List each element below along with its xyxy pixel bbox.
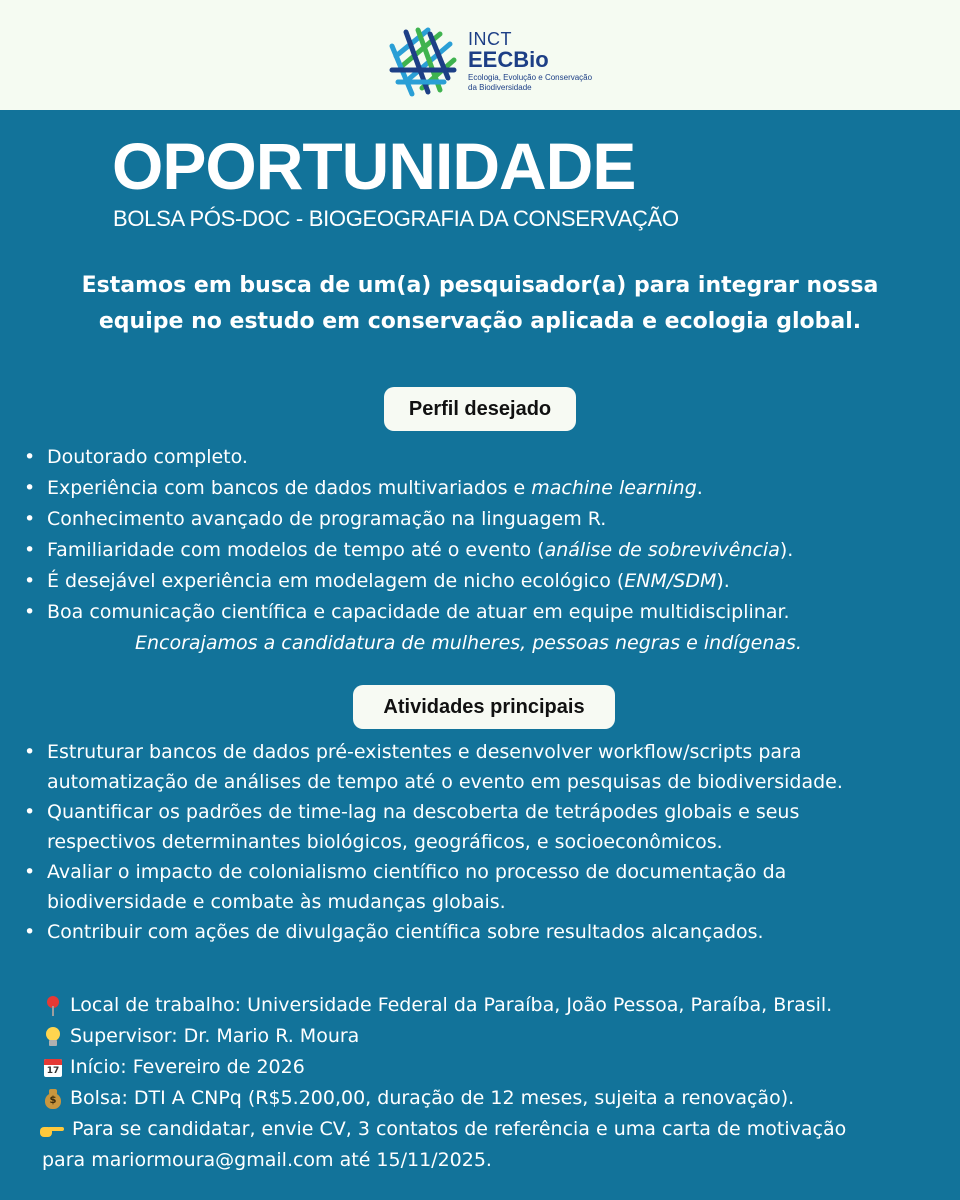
atividade-item-line: biodiversidade e combate às mudanças globais. (47, 891, 506, 913)
pointing-hand-icon (40, 1119, 68, 1141)
logo (388, 26, 628, 102)
perfil-list (18, 442, 948, 628)
perfil-item-text: É desejável experiência em modelagem de nicho ecológico ( (47, 570, 625, 592)
perfil-item-emphasis: ENM/SDM (624, 570, 717, 592)
atividade-item (18, 797, 948, 857)
info-supervisor-text: Supervisor: Dr. Mario R. Moura (70, 1025, 360, 1047)
intro-text (40, 268, 920, 340)
page-title: OPORTUNIDADE (112, 129, 636, 203)
perfil-item (18, 473, 948, 504)
atividade-item (18, 737, 948, 797)
round-pushpin-icon (42, 995, 64, 1017)
perfil-item-text: Experiência com bancos de dados multivariados e (47, 477, 532, 499)
perfil-item-text: Boa comunicação científica e capacidade de atuar em equipe multidisciplinar. (47, 601, 790, 623)
page-subtitle: BOLSA PÓS-DOC - BIOGEOGRAFIA DA CONSERVAÇÃO (113, 206, 679, 231)
atividade-item-line: • Contribuir com ações de divulgação científica sobre resultados alcançados. (47, 921, 764, 943)
atividade-item-line: respectivos determinantes biológicos, geográficos, e socioeconômicos. (47, 831, 723, 853)
atividade-item (18, 857, 948, 917)
perfil-item (18, 442, 948, 473)
perfil-item-text: Familiaridade com modelos de tempo até o evento ( (47, 539, 545, 561)
section-heading-atividades: Atividades principais (353, 685, 615, 729)
logo-subtitle-line2: da Biodiversidade (468, 83, 532, 92)
logo-mark-icon (388, 26, 458, 98)
info-inicio (42, 1052, 942, 1083)
intro-line-1: Estamos em busca de um(a) pesquisador(a) para integrar nossa (81, 273, 879, 298)
perfil-item-text: Doutorado completo. (47, 446, 248, 468)
info-inicio-text: Início: Fevereiro de 2026 (70, 1056, 305, 1078)
calendar-day: 17 (46, 1065, 60, 1076)
atividade-item-line: • Avaliar o impacto de colonialismo científico no processo de documentação da (47, 861, 787, 883)
perfil-item (18, 597, 948, 628)
atividade-item-line: • Estruturar bancos de dados pré-existentes e desenvolver workflow/scripts para (47, 741, 802, 763)
logo-ecbio: EECBio (468, 47, 549, 72)
logo-text (468, 30, 592, 93)
perfil-item-text-end: ). (779, 539, 794, 561)
header-bar (0, 0, 960, 110)
info-supervisor (42, 1021, 942, 1052)
perfil-item-text-end: . (696, 477, 703, 499)
perfil-item (18, 504, 948, 535)
perfil-item-emphasis: análise de sobrevivência (544, 539, 780, 561)
logo-subtitle-line1: Ecologia, Evolução e Conservação (468, 73, 593, 82)
perfil-item-text-end: ). (716, 570, 730, 592)
money-bag-icon: $ (42, 1088, 64, 1110)
light-bulb-icon (42, 1026, 64, 1048)
info-bolsa-text: Bolsa: DTI A CNPq (R$5.200,00, duração de 12 meses, sujeita a renovação). (70, 1087, 795, 1109)
info-candidatar-text: Para se candidatar, envie CV, 3 contatos de referência e uma carta de motivação (72, 1118, 847, 1140)
calendar-icon (42, 1057, 64, 1079)
info-candidatar (40, 1114, 942, 1145)
info-local-text: Local de trabalho: Universidade Federal da Paraíba, João Pessoa, Paraíba, Brasil. (70, 994, 833, 1016)
logo-inct: INCT (468, 29, 512, 49)
atividades-list (18, 737, 948, 947)
info-block (42, 990, 942, 1176)
encouragement-note: Encorajamos a candidatura de mulheres, pessoas negras e indígenas. (135, 632, 802, 654)
perfil-item-text: Conhecimento avançado de programação na linguagem R. (47, 508, 607, 530)
atividade-item (18, 917, 948, 947)
info-local (42, 990, 942, 1021)
perfil-item-emphasis: machine learning (531, 477, 697, 499)
section-heading-perfil: Perfil desejado (384, 387, 576, 431)
info-candidatar-line2: para mariormoura@gmail.com até 15/11/2025. (42, 1149, 492, 1171)
perfil-item (18, 535, 948, 566)
intro-line-2: equipe no estudo em conservação aplicada e ecologia global. (98, 309, 862, 334)
atividade-item-line: automatização de análises de tempo até o evento em pesquisas de biodiversidade. (47, 771, 843, 793)
atividade-item-line: • Quantificar os padrões de time-lag na descoberta de tetrápodes globais e seus (47, 801, 800, 823)
info-bolsa (42, 1083, 942, 1114)
perfil-item (18, 566, 948, 597)
